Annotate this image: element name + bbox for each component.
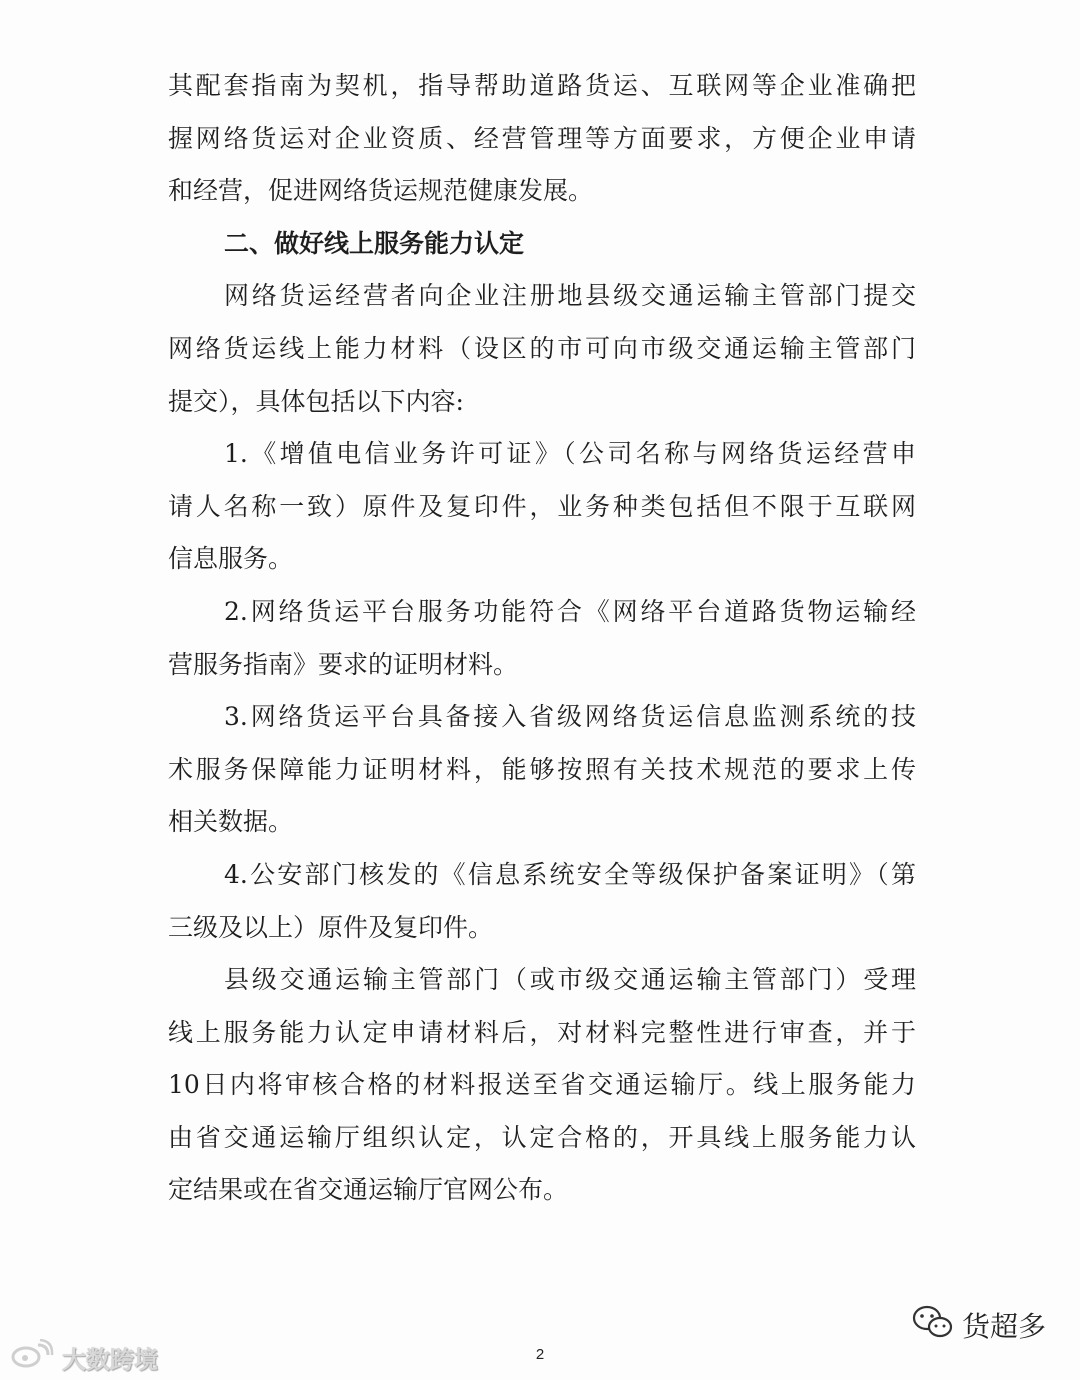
text-line: 相关数据。 [168, 807, 294, 837]
text-line: 定结果或在省交通运输厅官网公布。 [168, 1175, 569, 1205]
text-line: 1.《增值电信业务许可证》（公司名称与网络货运经营申 [224, 439, 916, 469]
text-line: 营服务指南》要求的证明材料。 [168, 649, 519, 679]
weibo-icon [10, 1339, 54, 1375]
text-line: 请人名称一致）原件及复印件，业务种类包括但不限于互联网 [168, 491, 916, 521]
watermark-right-text: 货超多 [962, 1310, 1047, 1343]
text-line: 信息服务。 [168, 544, 294, 574]
text-line: 4.公安部门核发的《信息系统安全等级保护备案证明》（第 [224, 859, 916, 889]
text-line: 握网络货运对企业资质、经营管理等方面要求，方便企业申请 [168, 123, 916, 153]
text-line: 县级交通运输主管部门（或市级交通运输主管部门）受理 [224, 965, 916, 995]
watermark-right [912, 1300, 1046, 1350]
text-line: 3.网络货运平台具备接入省级网络货运信息监测系统的技 [224, 702, 916, 732]
text-line: 术服务保障能力证明材料，能够按照有关技术规范的要求上传 [168, 754, 916, 784]
text-line: 2.网络货运平台服务功能符合《网络平台道路货物运输经 [224, 596, 916, 626]
text-line: 网络货运线上能力材料（设区的市可向市级交通运输主管部门 [168, 333, 916, 363]
text-line: 网络货运经营者向企业注册地县级交通运输主管部门提交 [224, 281, 916, 311]
text-line: 其配套指南为契机，指导帮助道路货运、互联网等企业准确把 [168, 71, 916, 100]
text-line: 由省交通运输厅组织认定，认定合格的，开具线上服务能力认 [168, 1122, 916, 1152]
page-number: 2 [535, 1346, 545, 1363]
section-heading: 二、做好线上服务能力认定 [224, 228, 525, 258]
text-line: 线上服务能力认定申请材料后，对材料完整性进行审查，并于 [168, 1017, 916, 1047]
text-line: 三级及以上）原件及复印件。 [168, 912, 494, 942]
watermark-left-text: 大数跨境 [62, 1345, 158, 1374]
body-text [168, 60, 916, 1217]
wechat-icon [912, 1304, 954, 1347]
text-line: 和经营，促进网络货运规范健康发展。 [168, 176, 594, 206]
watermark-left [10, 1340, 158, 1374]
text-line: 10日内将审核合格的材料报送至省交通运输厅。线上服务能力 [168, 1070, 916, 1100]
text-line: 提交），具体包括以下内容: [168, 386, 464, 416]
